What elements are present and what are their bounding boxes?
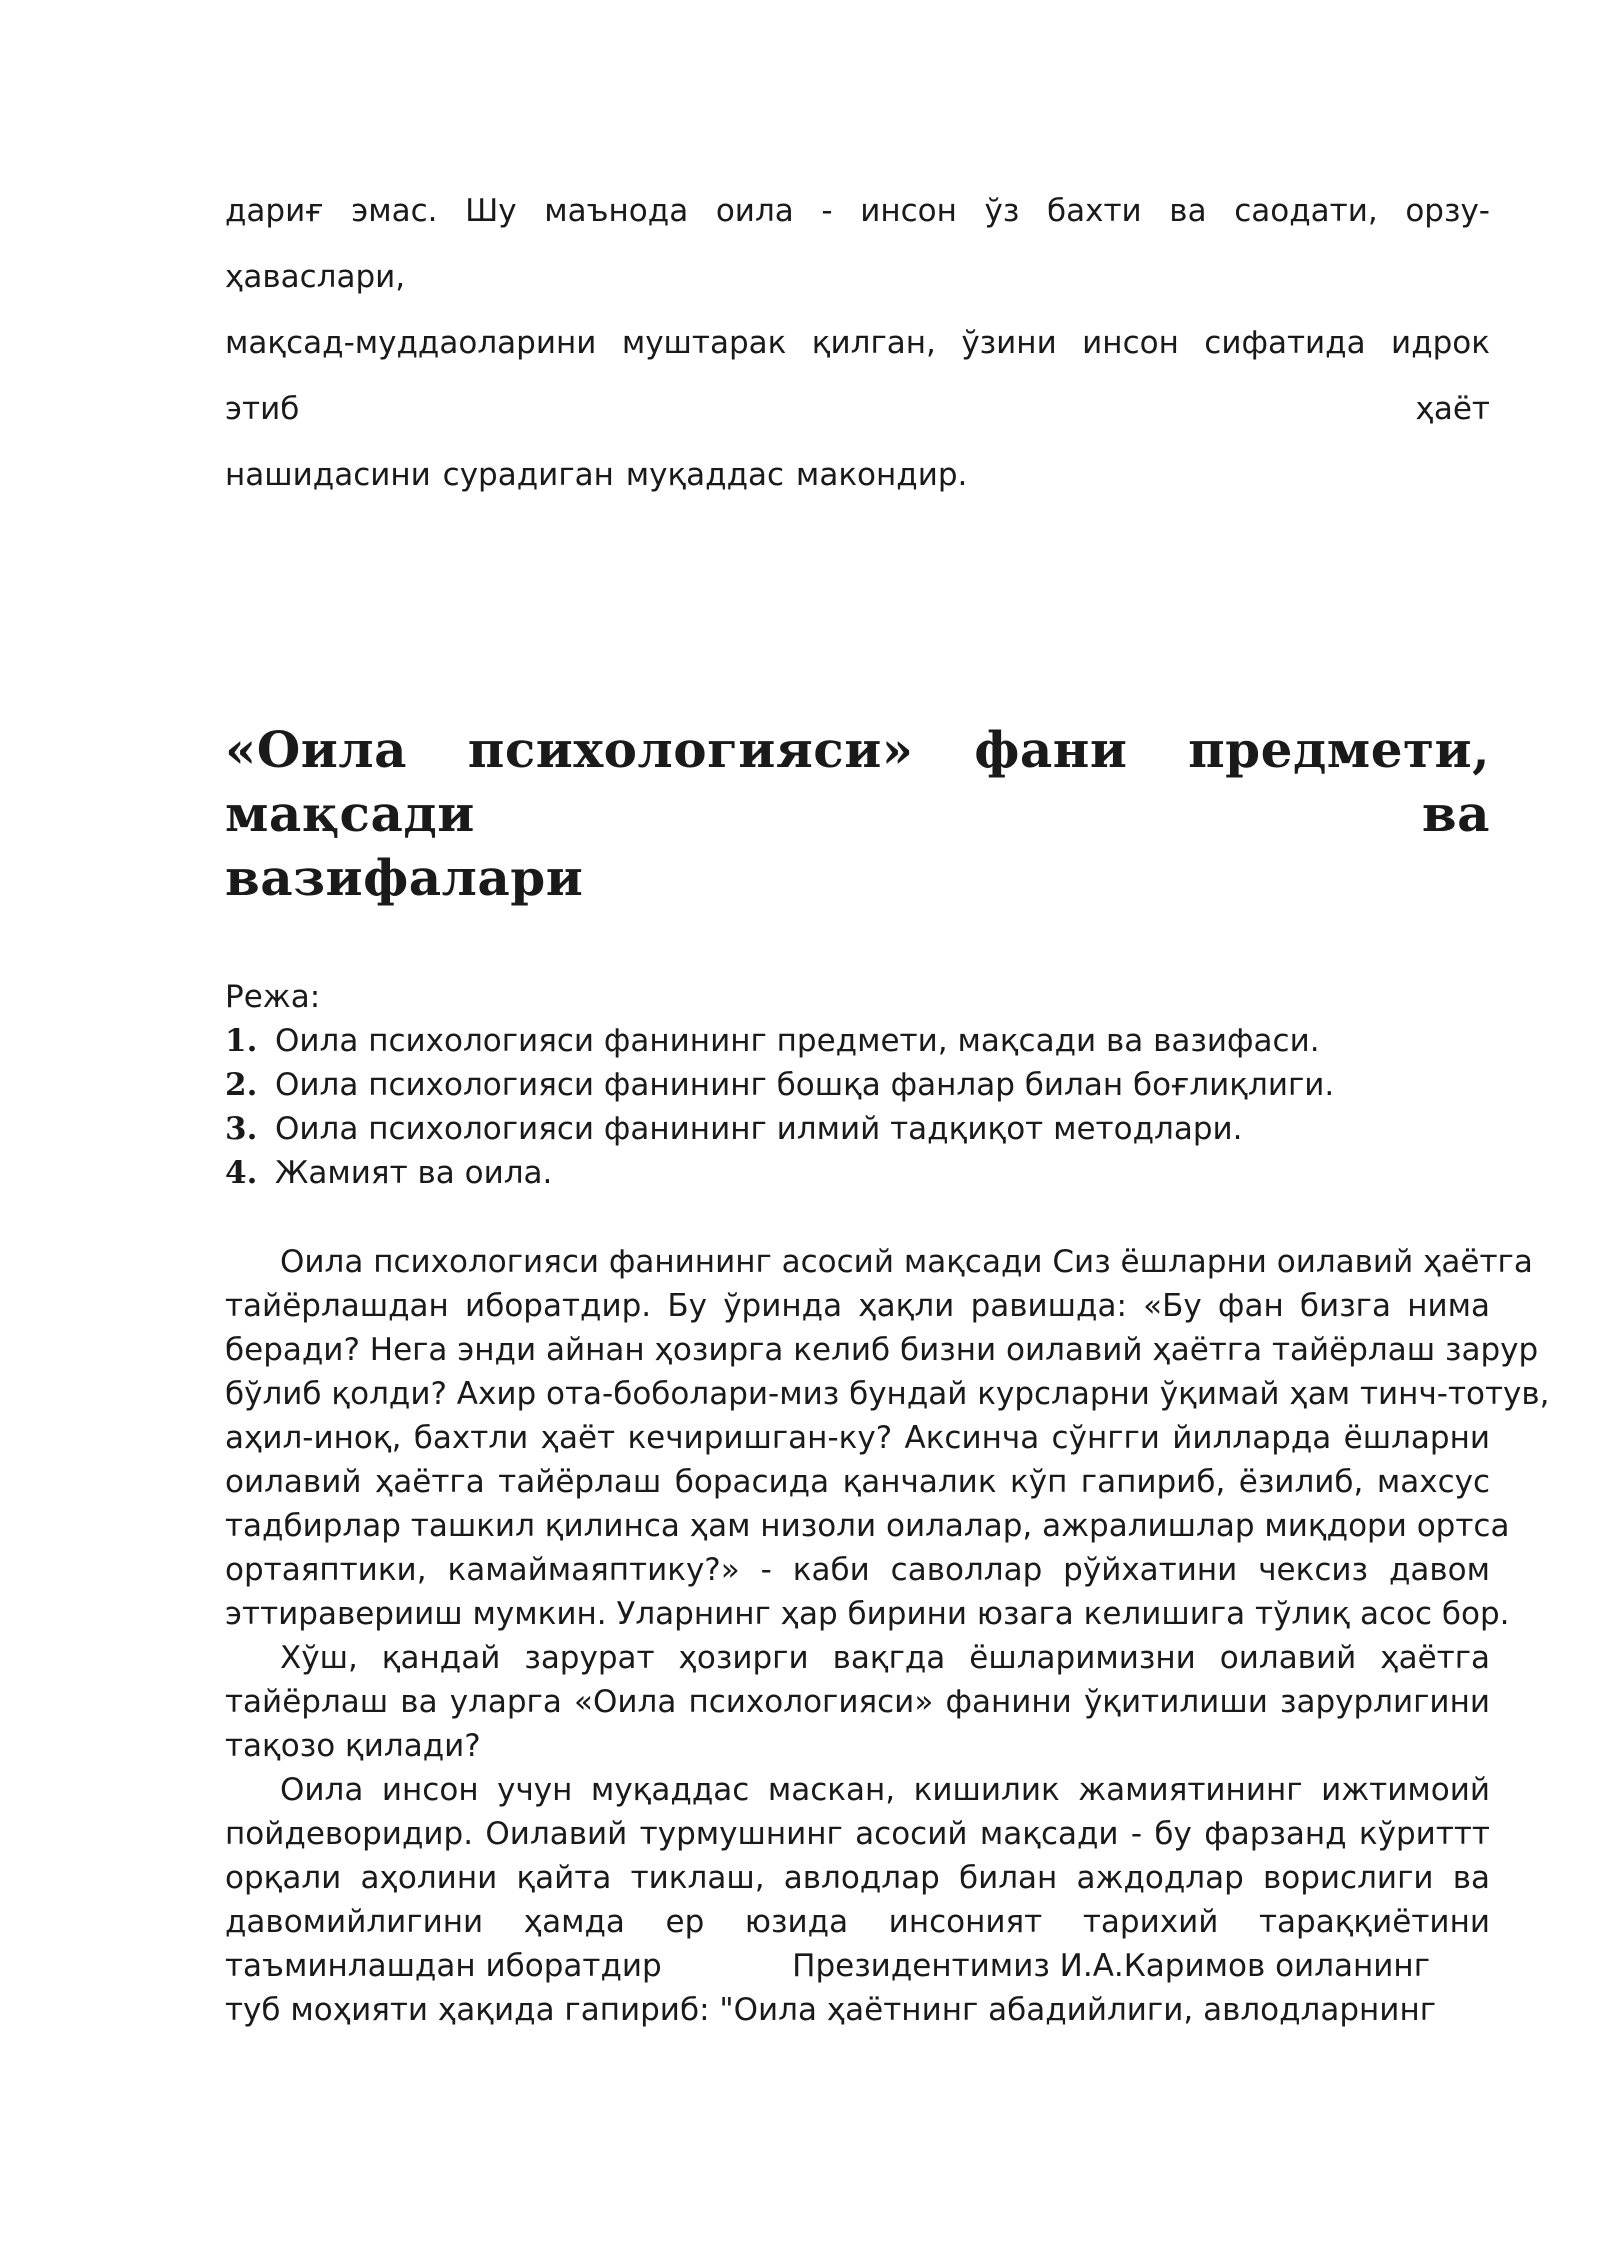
plan-item-number: 1.: [225, 1023, 258, 1059]
section-title: [225, 718, 1490, 910]
plan-item-text: Оила психологияси фанининг предмети, мақсади ва вазифаси.: [275, 1023, 1320, 1059]
plan-item-text: Жамият ва оила.: [275, 1155, 553, 1191]
text-line: оилавий ҳаётга тайёрлаш борасида қанчалик кўп гапириб, ёзилиб, махсус: [225, 1464, 1490, 1500]
text-line: аҳил-иноқ, бахтли ҳаёт кечиришган-ку? Аксинча сўнгги йилларда ёшларни: [225, 1420, 1490, 1456]
text-line: тақозо қилади?: [225, 1728, 481, 1764]
title-line: вазифалари: [225, 848, 584, 907]
text-segment: Президентимиз И.А.Каримов оиланинг: [792, 1948, 1430, 1984]
plan-section: [225, 975, 1490, 1195]
text-line: Оила инсон учун муқаддас маскан, кишилик жамиятининг ижтимоий: [280, 1772, 1490, 1808]
text-line: Оила психологияси фанининг асосий мақсади Сиз ёшларни оилавий ҳаётга: [280, 1244, 1533, 1280]
plan-item-number: 4.: [225, 1155, 258, 1191]
text-line: туб моҳияти ҳақида гапириб: "Оила ҳаётнинг абадийлиги, авлодларнинг: [225, 1992, 1437, 2028]
body-paragraphs: [225, 1240, 1550, 2032]
text-line: беради? Нега энди айнан ҳозирга келиб бизни оилавий ҳаётга тайёрлаш зарур: [225, 1332, 1539, 1368]
text-line: тайёрлашдан иборатдир. Бу ўринда ҳақли равишда: «Бу фан бизга нима: [225, 1288, 1490, 1324]
plan-item: [225, 1063, 1490, 1107]
plan-item: [225, 1019, 1490, 1063]
text-line: Хўш, қандай зарурат ҳозирги вақгда ёшларимизни оилавий ҳаётга: [280, 1640, 1490, 1676]
plan-item: [225, 1151, 1490, 1195]
plan-item-number: 2.: [225, 1067, 258, 1103]
text-line: орқали аҳолини қайта тиклаш, авлодлар билан аждодлар ворислиги ва: [225, 1860, 1490, 1896]
text-segment: таъминлашдан иборатдир: [225, 1948, 662, 1984]
intro-paragraph: [225, 178, 1490, 508]
text-line: тадбирлар ташкил қилинса ҳам низоли оилалар, ажралишлар миқдори ортса: [225, 1508, 1510, 1544]
text-line: эттираверииш мумкин. Уларнинг ҳар бирини юзага келишига тўлиқ асос бор.: [225, 1596, 1510, 1632]
text-line: тайёрлаш ва уларга «Оила психологияси» фанини ўқитилиши зарурлигини: [225, 1684, 1490, 1720]
text-line: дариғ эмас. Шу маънода оила - инсон ўз бахти ва саодати, орзу- ҳаваслари,: [225, 193, 1490, 295]
plan-list: [225, 1019, 1490, 1195]
plan-item: [225, 1107, 1490, 1151]
plan-item-number: 3.: [225, 1111, 258, 1147]
plan-item-text: Оила психологияси фанининг бошқа фанлар билан боғлиқлиги.: [275, 1067, 1335, 1103]
text-line: бўлиб қолди? Ахир ота-боболари-миз бундай курсларни ўқимай ҳам тинч-тотув,: [225, 1376, 1550, 1412]
plan-item-text: Оила психологияси фанининг илмий тадқиқот методлари.: [275, 1111, 1243, 1147]
text-line: [225, 1944, 1490, 1988]
plan-label: Режа:: [225, 979, 321, 1015]
title-line: «Оила психологияси» фани предмети, мақсади ва: [225, 720, 1490, 843]
text-line: ортаяптики, камаймаяптику?» - каби саволлар рўйхатини чексиз давом: [225, 1552, 1490, 1588]
text-line: мақсад-муддаоларини муштарак қилган, ўзини инсон сифатида идрок этиб ҳаёт: [225, 325, 1490, 427]
text-line: пойдеворидир. Оилавий турмушнинг асосий мақсади - бу фарзанд кўриттт: [225, 1816, 1490, 1852]
text-line: давомийлигини ҳамда ер юзида инсоният тарихий тараққиётини: [225, 1904, 1490, 1940]
text-line: нашидасини сурадиган муқаддас макондир.: [225, 457, 968, 493]
